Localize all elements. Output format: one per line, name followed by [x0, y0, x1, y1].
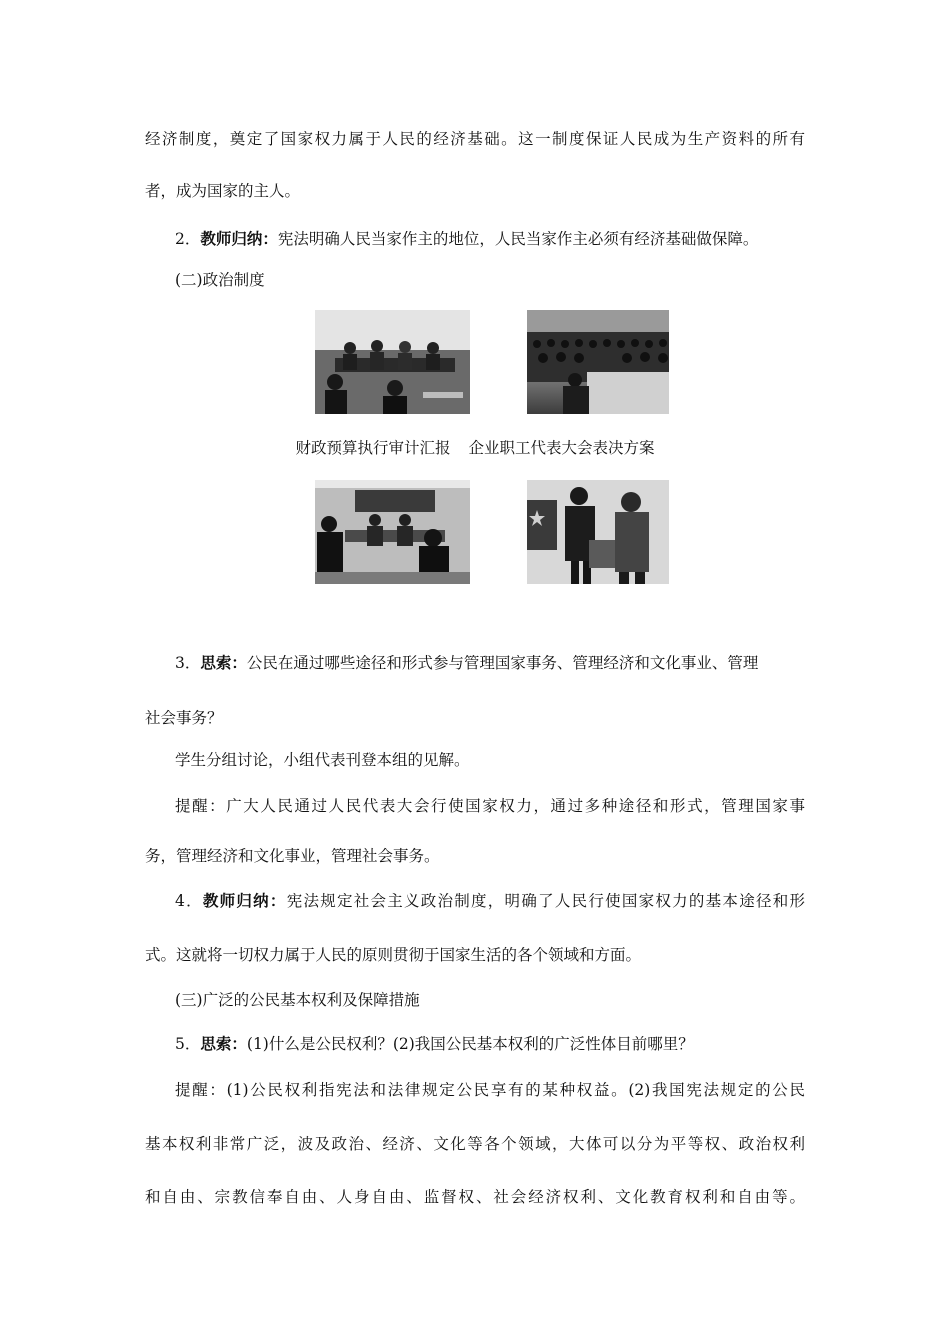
item-text: 公民在通过哪些途径和形式参与管理国家事务、管理经济和文化事业、管理	[246, 654, 759, 672]
question-3	[175, 653, 805, 673]
item-number: 3．	[175, 654, 201, 672]
paragraph-line: 社会事务？	[145, 709, 223, 727]
paragraph-line: 经济制度，奠定了国家权力属于人民的经济基础。这一制度保证人民成为生产资料的所有	[145, 130, 805, 148]
photo-captions	[0, 438, 950, 458]
item-number: 2．	[175, 230, 201, 248]
paragraph-line: 学生分组讨论，小组代表刊登本组的见解。	[175, 751, 470, 769]
paragraph-line: 提醒：(1)公民权利指宪法和法律规定公民享有的某种权益。(2)我国宪法规定的公民	[175, 1081, 805, 1099]
section-heading-citizen-rights: (三)广泛的公民基本权利及保障措施	[175, 991, 420, 1009]
item-number: 5．	[175, 1035, 201, 1053]
item-text: (1)什么是公民权利？(2)我国公民基本权利的广泛性体目前哪里？	[246, 1035, 694, 1053]
item-number: 4．	[175, 892, 203, 910]
paragraph-line: 提醒：广大人民通过人民代表大会行使国家权力，通过多种途径和形式，管理国家事	[175, 797, 805, 815]
photo-audit-report-meeting	[315, 310, 470, 414]
paragraph-line: 和自由、宗教信奉自由、人身自由、监督权、社会经济权利、文化教育权利和自由等。	[145, 1188, 805, 1206]
caption-right: 企业职工代表大会表决方案	[468, 439, 655, 457]
photo-workers-congress-vote	[527, 310, 669, 414]
item-heading: 思索：	[200, 653, 247, 672]
photo-meeting-discussion	[315, 480, 470, 584]
item-heading: 教师归纳：	[200, 229, 278, 248]
teacher-summary-2	[175, 229, 805, 249]
paragraph-line: 基本权利非常广泛，波及政治、经济、文化等各个领域，大体可以分为平等权、政治权利	[145, 1135, 805, 1153]
item-text: 宪法明确人民当家作主的地位，人民当家作主必须有经济基础做保障。	[277, 230, 759, 248]
paragraph-line: 者，成为国家的主人。	[145, 182, 301, 200]
question-5	[175, 1034, 805, 1054]
section-heading-political-system: (二)政治制度	[175, 271, 265, 289]
item-heading: 教师归纳：	[202, 891, 287, 910]
photo-ballot-casting	[527, 480, 669, 584]
caption-left: 财政预算执行审计汇报	[295, 439, 451, 457]
paragraph-line: 式。这就将一切权力属于人民的原则贯彻于国家生活的各个领域和方面。	[145, 946, 642, 964]
item-heading: 思索：	[200, 1034, 247, 1053]
item-text: 宪法规定社会主义政治制度，明确了人民行使国家权力的基本途径和形	[286, 892, 805, 910]
paragraph-line: 务，管理经济和文化事业，管理社会事务。	[145, 847, 440, 865]
teacher-summary-4	[175, 891, 805, 911]
